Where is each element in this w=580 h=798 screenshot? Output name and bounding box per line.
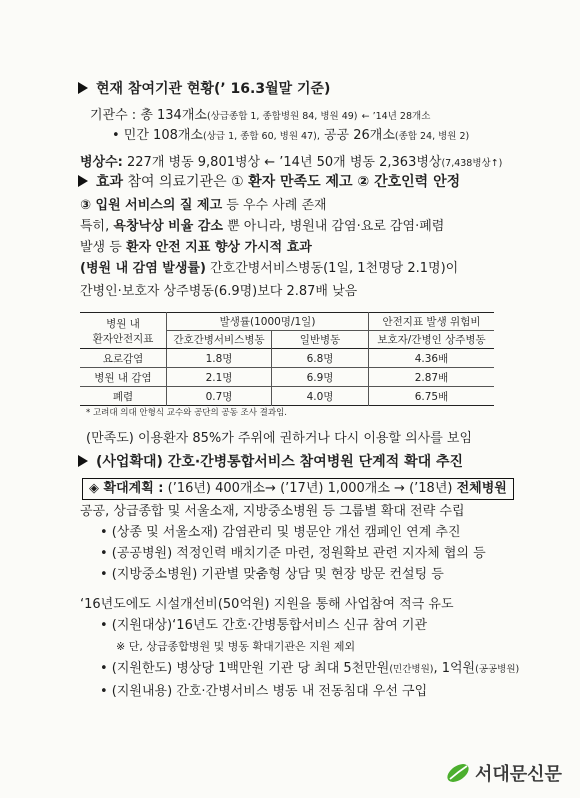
logo-text: 서대문신문 [475, 764, 562, 785]
institutions-breakdown: • 민간 108개소(상급 1, 종합 60, 병원 47), 공공 26개소(종합 24, 병원 2) [112, 128, 470, 143]
table-subheader-caregiver: 보호자/간병인 상주병동 [377, 334, 486, 346]
effect-line-6: 간병인·보호자 상주병동(6.9명)보다 2.87배 낮음 [80, 284, 358, 299]
table-header-risk: 안전지표 발생 위험비 [369, 313, 495, 331]
triangle-bullet-icon [78, 175, 88, 187]
strategy-bullet-1: • (상종 및 서울소재) 감염관리 및 병문안 개선 캠페인 연계 추진 [100, 525, 461, 540]
expansion-plan-box: ◈ 확대계획 : (’16년) 400개소→ (’17년) 1,000개소 → (’18년) 전체병원 [82, 478, 514, 500]
section-heading-expansion: (사업확대) 간호·간병통합서비스 참여병원 단계적 확대 추진 [78, 453, 463, 471]
table-header-rate: 발생률(1000명/1일) [167, 313, 369, 331]
satisfaction-line: (만족도) 이용환자 85%가 주위에 권하거나 다시 이용할 의사를 보임 [86, 431, 473, 446]
table-header-indicator: 병원 내 환자안전지표 [80, 313, 167, 349]
newspaper-logo [445, 760, 562, 786]
strategy-line: 공공, 상급종합 및 서울소재, 지방중소병원 등 그룹별 확대 전략 수립 [80, 504, 465, 519]
table-subheader-integrated: 간호간병서비스병동 [167, 331, 272, 349]
beds-line: 병상수: 227개 병동 9,801병상 ← ’14년 50개 병동 2,363병상(7,438병상↑) [80, 155, 503, 170]
effect-line-5: (병원 내 감염 발생률) 간호간병서비스병동(1일, 1천명당 2.1명)이 [80, 261, 459, 276]
effect-line-4: 발생 등 환자 안전 지표 향상 가시적 효과 [80, 240, 312, 255]
table-row: 요로감염 1.8명 6.8명 4.36배 [80, 349, 494, 368]
support-note: ※ 단, 상급종합병원 및 병동 확대기관은 지원 제외 [116, 640, 356, 653]
support-bullet-limit: • (지원한도) 병상당 1백만원 기관 당 최대 5천만원(민간병원), 1억원(공공병원) [100, 661, 520, 676]
table-row: 폐렴 0.7명 4.0명 6.75배 [80, 387, 494, 406]
infection-rate-table [80, 312, 494, 406]
effect-line-2: ③ 입원 서비스의 질 제고 등 우수 사례 존재 [80, 198, 327, 213]
leaf-logo-icon [445, 760, 471, 786]
institutions-line: 기관수 : 총 134개소(상급종합 1, 종합병원 84, 병원 49) ← ’14년 28개소 [90, 108, 431, 123]
support-bullet-target: • (지원대상)‘16년도 간호·간병통합서비스 신규 참여 기관 [100, 618, 427, 633]
effect-line-1: 효과 참여 의료기관은 ① 환자 만족도 제고 ② 간호인력 안정 [78, 173, 460, 191]
table-row: 병원 내 감염 2.1명 6.9명 2.87배 [80, 368, 494, 387]
section-heading-current-status: 현재 참여기관 현황(’ 16.3월말 기준) [78, 80, 330, 98]
effect-line-3: 특히, 욕창낙상 비율 감소 뿐 아니라, 병원내 감염·요로 감염·폐렴 [80, 219, 445, 234]
strategy-bullet-3: • (지방중소병원) 기관별 맞춤형 상담 및 현장 방문 컨설팅 등 [100, 567, 444, 582]
triangle-bullet-icon [78, 455, 88, 467]
support-bullet-content: • (지원내용) 간호·간병서비스 병동 내 전동침대 우선 구입 [100, 684, 428, 699]
table-subheader-general: 일반병동 [272, 331, 369, 349]
triangle-bullet-icon [78, 82, 88, 94]
table-note: * 고려대 의대 안형식 교수와 공단의 공동 조사 결과임. [86, 408, 288, 418]
expansion-plan [82, 478, 514, 500]
support-line: ‘16년도에도 시설개선비(50억원) 지원을 통해 사업참여 적극 유도 [80, 597, 454, 612]
strategy-bullet-2: • (공공병원) 적정인력 배치기준 마련, 정원확보 관련 지자체 협의 등 [100, 546, 486, 561]
